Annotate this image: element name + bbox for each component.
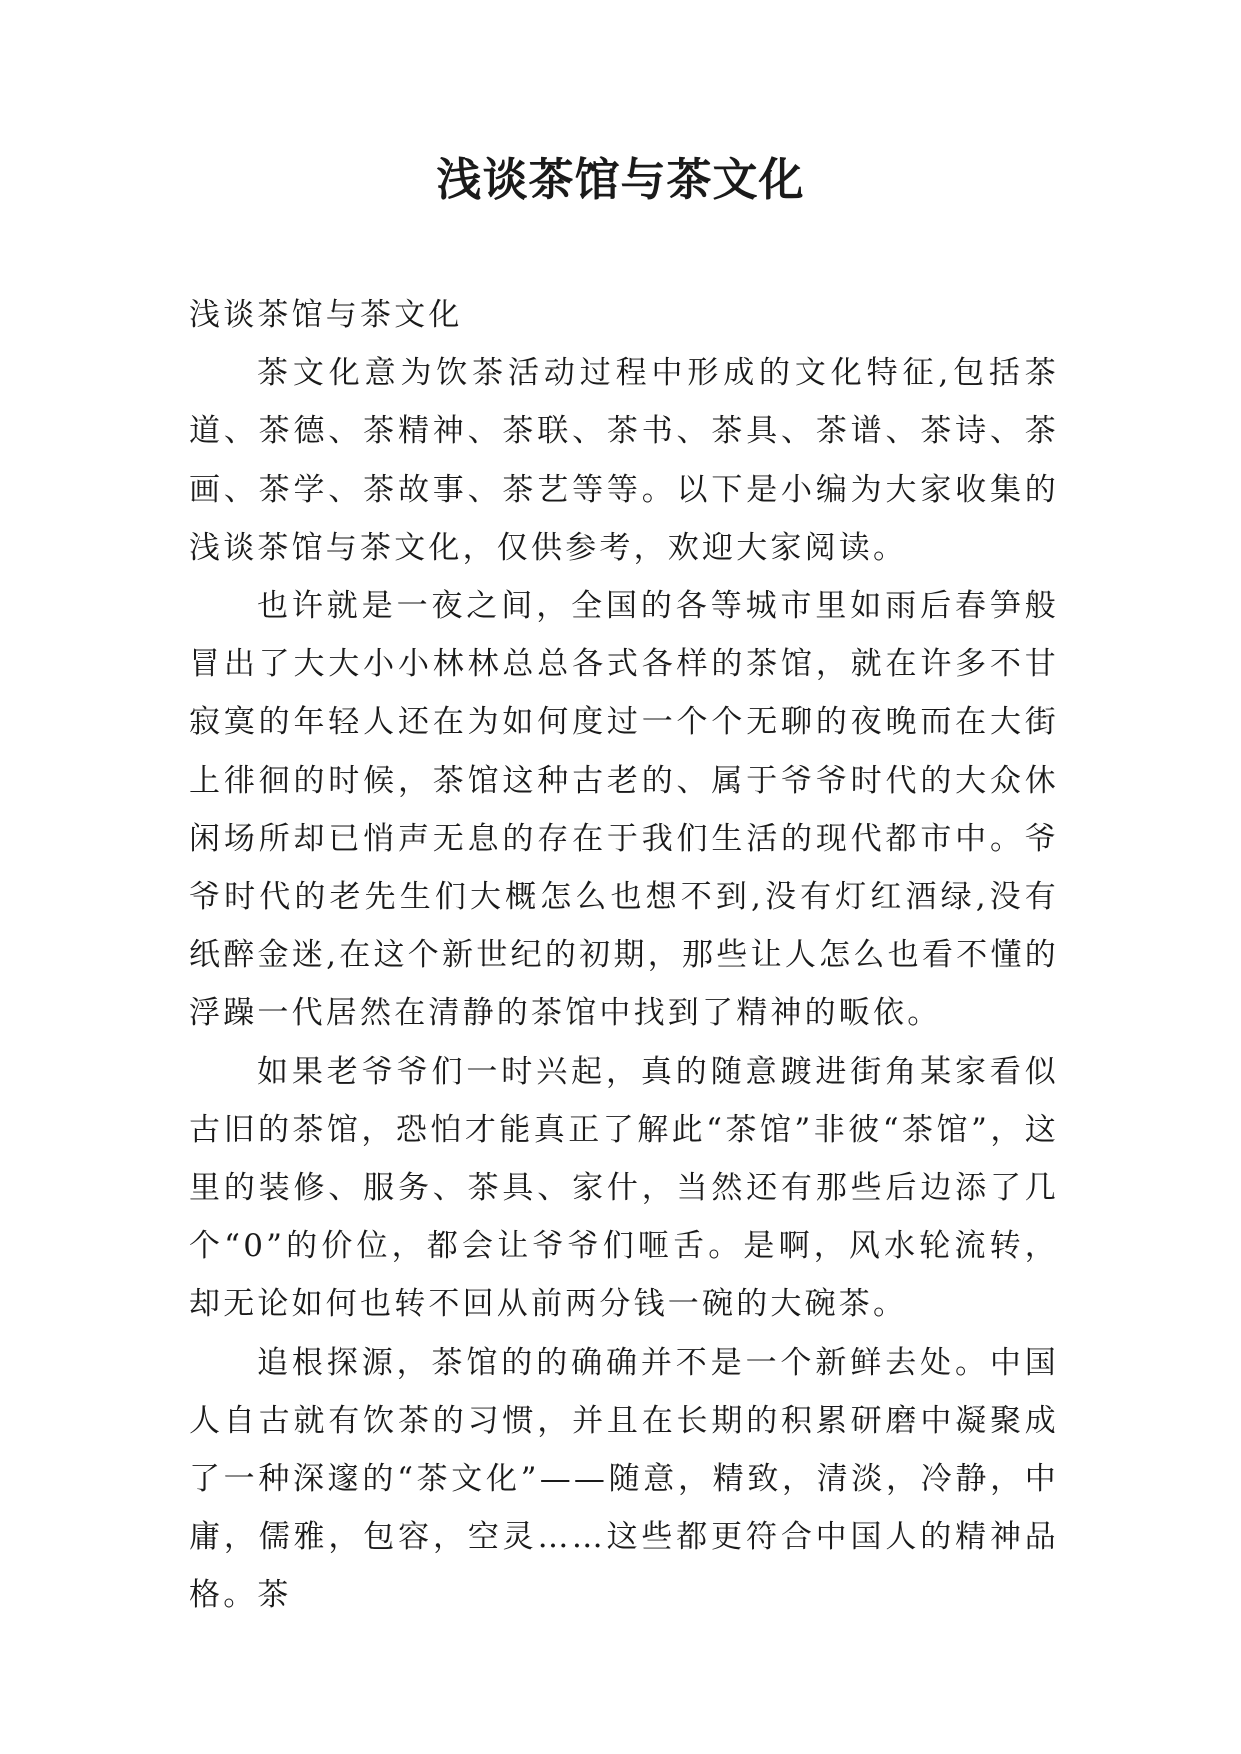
document-body: [189, 286, 1059, 1625]
paragraph-intro: 茶文化意为饮茶活动过程中形成的文化特征,包括茶道、茶德、茶精神、茶联、茶书、茶具、茶谱、茶诗、茶画、茶学、茶故事、茶艺等等。以下是小编为大家收集的浅谈茶馆与茶文化，仅供参考，欢迎大家阅读。: [189, 355, 1059, 566]
document-title: 浅谈茶馆与茶文化: [436, 153, 805, 206]
document-subtitle: 浅谈茶馆与茶文化: [189, 297, 463, 333]
paragraph-overnight-teahouses: 也许就是一夜之间，全国的各等城市里如雨后春笋般冒出了大大小小林林总总各式各样的茶馆，就在许多不甘寂寞的年轻人还在为如何度过一个个无聊的夜晚而在大街上徘徊的时候，茶馆这种古老的、属于爷爷时代的大众休闲场所却已悄声无息的存在于我们生活的现代都市中。爷爷时代的老先生们大概怎么也想不到,没有灯红酒绿,没有纸醉金迷,在这个新世纪的初期，那些让人怎么也看不懂的浮躁一代居然在清静的茶馆中找到了精神的畈依。: [189, 588, 1059, 1032]
paragraph-grandfathers: 如果老爷爷们一时兴起，真的随意踱进街角某家看似古旧的茶馆，恐怕才能真正了解此“茶馆”非彼“茶馆”，这里的装修、服务、茶具、家什，当然还有那些后边添了几个“0”的价位，都会让爷爷们咂舌。是啊，风水轮流转，却无论如何也转不回从前两分钱一碗的大碗茶。: [189, 1053, 1059, 1323]
paragraph-origins: 追根探源，茶馆的的确确并不是一个新鲜去处。中国人自古就有饮茶的习惯，并且在长期的积累研磨中凝聚成了一种深邃的“茶文化”——随意，精致，清淡，冷静，中庸，儒雅，包容，空灵……这些都更符合中国人的精神品格。茶: [189, 1344, 1059, 1614]
